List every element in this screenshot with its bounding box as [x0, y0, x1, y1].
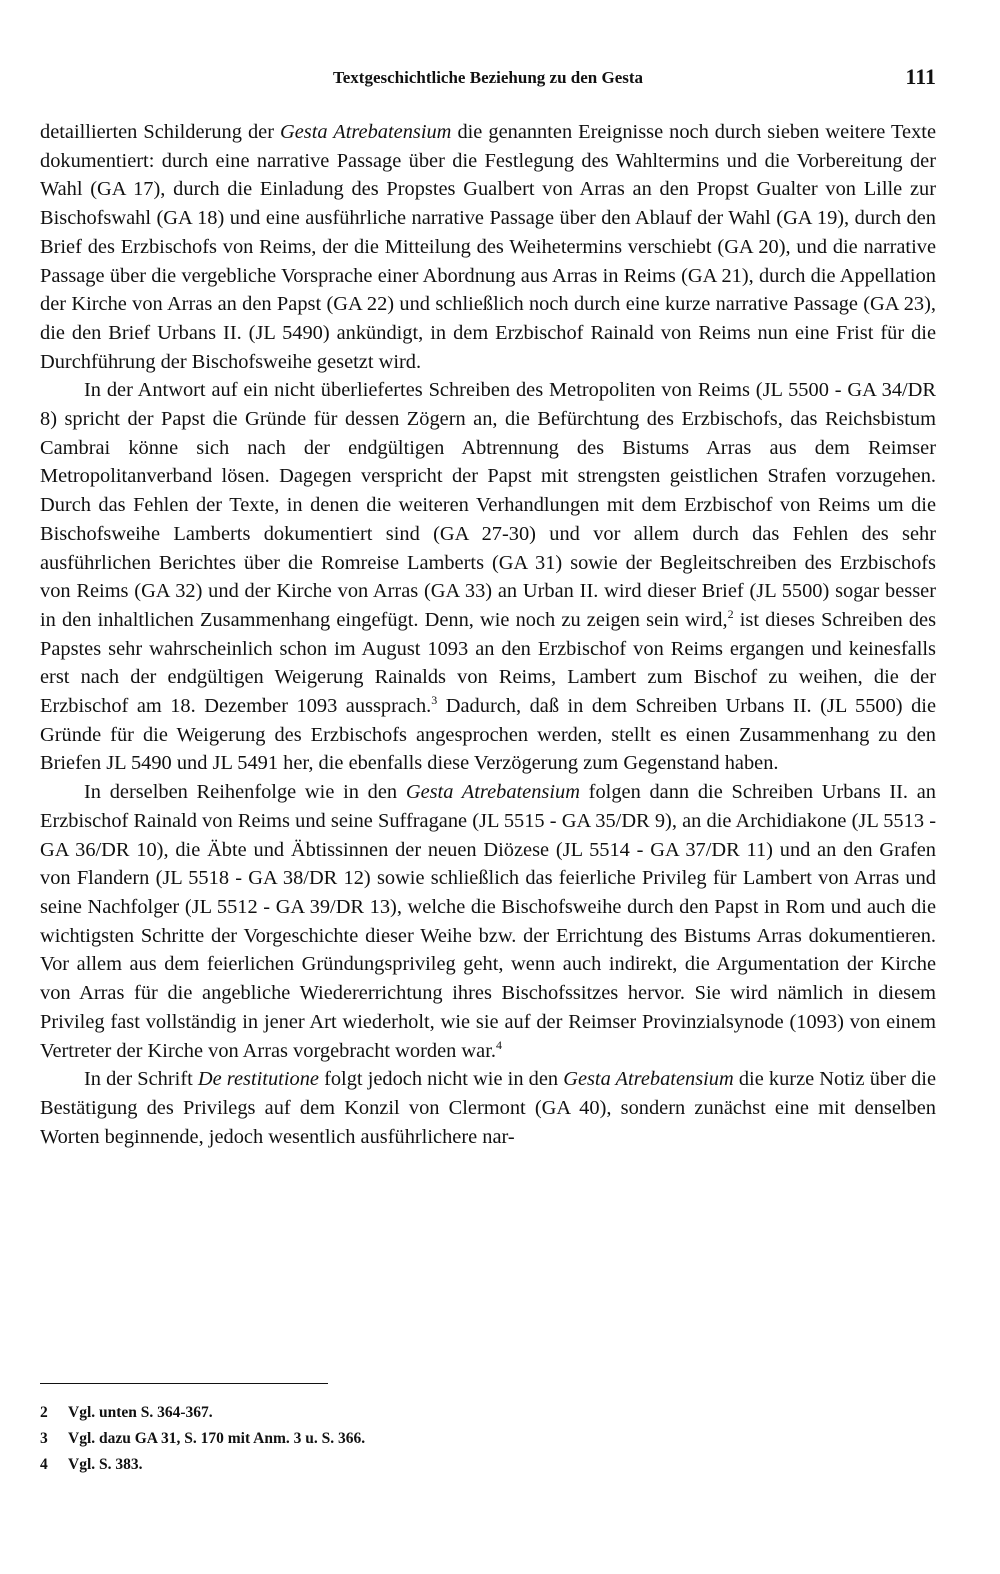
running-head — [40, 64, 936, 94]
footnote-number: 4 — [40, 1456, 48, 1473]
footnote-divider — [40, 1383, 328, 1384]
footnote-text: Vgl. S. 383. — [68, 1456, 143, 1473]
italic-title: De restitutione — [197, 1068, 319, 1091]
paragraph-4 — [40, 1065, 936, 1151]
italic-title: Gesta Atrebatensium — [563, 1068, 734, 1091]
footnote-ref-3[interactable]: 3 — [431, 693, 438, 708]
italic-title: Gesta Atrebatensium — [405, 781, 580, 804]
text-run: ist dieses Schreiben des Papstes sehr wahrscheinlich schon im August 1093 an den Erzbischof von Reims ergangen und keinesfalls erst nach der endgültigen Weigerung Rainalds von Reims, Lambert zum Bischof zu weihen, die der Erzbischof am 18. Dezember 1093 aussprach. — [40, 608, 936, 718]
footnote-2 — [40, 1400, 936, 1426]
text-run: die genannten Ereignisse noch durch sieben weitere Texte dokumentiert: durch eine narrative Passage über die Festlegung des Wahltermins und die Vorbereitung der Wahl (GA 17), durch die Einladung des Propstes Gualbert von Arras an den Propst Gualter von Lille zur Bischofswahl (GA 18) und eine ausführliche narrative Passage über den Ablauf der Wahl (GA 19), durch den Brief des Erzbischofs von Reims, der die Mitteilung des Weihetermins verschiebt (GA 20), und die narrative Passage über die vergebliche Vorsprache einer Abordnung aus Arras in Reims (GA 21), durch die Appellation der Kirche von Arras an den Papst (GA 22) und schließlich noch durch eine kurze narrative Passage (GA 23), die den Brief Urbans II. (JL 5490) ankündigt, in dem Erzbischof Rainald von Reims nun eine Frist für die Durchführung der Bischofsweihe gesetzt wird. — [40, 121, 936, 373]
text-run: folgt jedoch nicht wie in den — [318, 1068, 564, 1091]
footnote-text: Vgl. unten S. 364-367. — [68, 1404, 213, 1421]
body-text — [40, 118, 936, 1151]
footnote-number: 2 — [40, 1404, 48, 1421]
footnote-4 — [40, 1452, 936, 1478]
text-run: folgen dann die Schreiben Urbans II. an Erzbischof Rainald von Reims und seine Suffragane (JL 5515 - GA 35/DR 9), an die Archidiakone (JL 5513 - GA 36/DR 10), die Äbte und Äbtissinnen der neuen Diözese (JL 5514 - GA 37/DR 11) und an den Grafen von Flandern (JL 5518 - GA 38/DR 12) sowie schließlich das feierliche Privileg für Lambert von Arras und seine Nachfolger (JL 5512 - GA 39/DR 13), welche die Bischofsweihe durch den Papst in Rom und auch die wichtigsten Schritte der Vorgeschichte dieser Weihe bzw. der Errichtung des Bistums Arras dokumentieren. Vor allem aus dem feierlichen Gründungsprivileg geht, wenn auch indirekt, die Argumentation der Kirche von Arras für die angebliche Wiedererrichtung ihres Bischofssitzes hervor. Sie wird nämlich in diesem Privileg fast vollständig in jener Art wiederholt, wie sie auf der Reimser Provinzialsynode (1093) von einem Vertreter der Kirche von Arras vorgebracht worden war. — [40, 781, 936, 1062]
text-run: Dadurch, daß in dem Schreiben Urbans II. (JL 5500) die Gründe für die Weigerung des Erzbischofs angesprochen werden, stellt es einen Zusammenhang zu den Briefen JL 5490 und JL 5491 her, die ebenfalls diese Verzögerung zum Gegenstand haben. — [40, 695, 936, 775]
running-title: Textgeschichtliche Beziehung zu den Gesta — [332, 68, 644, 87]
footnotes — [40, 1400, 936, 1478]
footnote-number: 3 — [40, 1430, 48, 1447]
text-run: In derselben Reihenfolge wie in den — [84, 781, 406, 804]
paragraph-2 — [40, 376, 936, 778]
footnote-text: Vgl. dazu GA 31, S. 170 mit Anm. 3 u. S. 366. — [68, 1430, 366, 1447]
text-run: die kurze Notiz über die Bestätigung des Privilegs auf dem Konzil von Clermont (GA 40), sondern zunächst eine mit denselben Worten beginnende, jedoch wesentlich ausführlichere nar- — [40, 1068, 937, 1148]
footnote-ref-4[interactable]: 4 — [495, 1037, 502, 1052]
italic-title: Gesta Atrebatensium — [280, 121, 452, 143]
text-run: In der Antwort auf ein nicht überliefertes Schreiben des Metropoliten von Reims (JL 5500 - GA 34/DR 8) spricht der Papst die Gründe für dessen Zögern an, die Befürchtung des Erzbischofs, das Reichsbistum Cambrai könne sich nach der endgültigen Abtrennung des Bistums Arras aus dem Reimser Metropolitanverband lösen. Dagegen verspricht der Papst mit strengsten geistlichen Strafen vorzugehen. Durch das Fehlen der Texte, in denen die weiteren Verhandlungen mit dem Erzbischof von Reims um die Bischofsweihe Lamberts dokumentiert sind (GA 27-30) und vor allem durch das Fehlen des sehr ausführlichen Berichtes über die Romreise Lamberts (GA 31) sowie der Begleitschreiben des Erzbischofs von Reims (GA 32) und der Kirche von Arras (GA 33) an Urban II. wird dieser Brief (JL 5500) sogar besser in den inhaltlichen Zusammenhang eingefügt. Denn, wie noch zu zeigen sein wird, — [40, 379, 936, 631]
footnote-3 — [40, 1426, 936, 1452]
text-run: detaillierten Schilderung der — [40, 121, 281, 143]
page-number: 111 — [905, 64, 936, 89]
footnote-ref-2[interactable]: 2 — [727, 606, 734, 621]
text-run: In der Schrift — [84, 1068, 198, 1091]
paragraph-1 — [40, 118, 936, 376]
paragraph-3 — [40, 778, 936, 1065]
